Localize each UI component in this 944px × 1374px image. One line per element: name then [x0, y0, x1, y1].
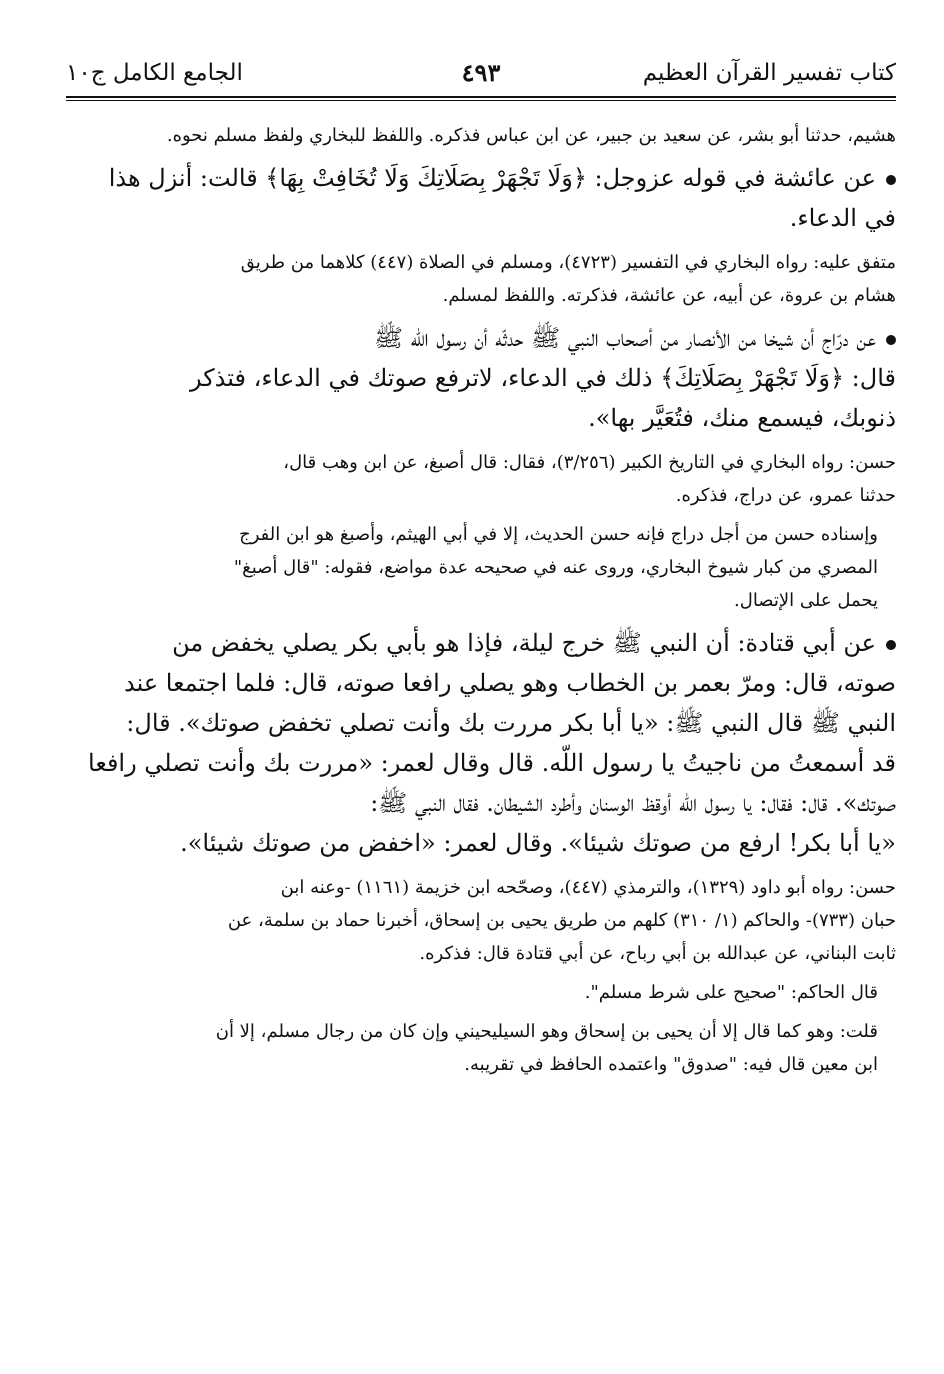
text-line: [66, 783, 896, 823]
hadith-paragraph: [66, 318, 896, 438]
commentary-paragraph: [66, 119, 896, 152]
book-title: كتاب تفسير القرآن العظيم: [642, 60, 896, 86]
line-text: صوتك». قال: فقال: يا رسول الله أوقظ الوسنان وأطرد الشيطان. فقال النبي ﷺ:: [370, 789, 896, 817]
text-line: [66, 119, 896, 152]
text-line: [66, 479, 896, 512]
text-line: [66, 518, 878, 551]
line-text: في الدعاء.: [789, 204, 896, 232]
bullet-icon: [886, 640, 896, 650]
hadith-paragraph: [66, 623, 896, 863]
line-text: هشام بن عروة، عن أبيه، عن عائشة، فذكرته. واللفظ لمسلم.: [442, 285, 896, 306]
line-text: عن عائشة في قوله عزوجل: ﴿وَلَا تَجْهَرْ بِصَلَاتِكَ وَلَا تُخَافِتْ بِهَا﴾ قالت: أنزل هذا: [108, 164, 876, 192]
line-text: قال الحاكم: "صحيح على شرط مسلم".: [584, 982, 878, 1003]
text-line: [66, 446, 896, 479]
text-line: [66, 871, 896, 904]
text-line: [66, 551, 878, 584]
text-line: [66, 358, 896, 398]
commentary-paragraph: [66, 871, 896, 970]
text-line: [66, 703, 896, 743]
text-line: [66, 976, 878, 1009]
line-text: «يا أبا بكر! ارفع من صوتك شيئا». وقال لعمر: «اخفض من صوتك شيئا».: [180, 829, 896, 857]
text-line: [66, 1015, 878, 1048]
commentary-paragraph: [66, 446, 896, 512]
text-line: [66, 1048, 878, 1081]
text-line: [66, 318, 896, 358]
line-text: حسن: رواه أبو داود (١٣٢٩)، والترمذي (٤٤٧)، وصحّحه ابن خزيمة (١١٦١) -وعنه ابن: [280, 877, 896, 898]
page-header: [66, 58, 896, 92]
text-line: [66, 398, 896, 438]
text-line: [66, 279, 896, 312]
text-line: [66, 743, 896, 783]
line-text: متفق عليه: رواه البخاري في التفسير (٤٧٢٣)، ومسلم في الصلاة (٤٤٧) كلاهما من طريق: [240, 252, 896, 273]
hadith-paragraph: [66, 158, 896, 238]
page-number: ٤٩٣: [461, 58, 501, 87]
text-line: [66, 937, 896, 970]
line-text: عن درّاج أن شيخا من الأنصار من أصحاب النبي ﷺ حدثّه أن رسول الله ﷺ: [374, 324, 876, 352]
line-text: ثابت البناني، عن عبدالله بن أبي رباح، عن أبي قتادة قال: فذكره.: [419, 943, 896, 964]
line-text: حسن: رواه البخاري في التاريخ الكبير (٣/٢٥٦)، فقال: قال أصبغ، عن ابن وهب قال،: [283, 452, 896, 473]
text-line: [66, 623, 896, 663]
header-divider: [66, 96, 896, 101]
commentary-paragraph: [66, 246, 896, 312]
line-text: قلت: وهو كما قال إلا أن يحيى بن إسحاق وهو السيليحيني وإن كان من رجال مسلم، إلا أن: [215, 1021, 878, 1042]
commentary-paragraph: [66, 518, 896, 617]
text-line: [66, 246, 896, 279]
commentary-paragraph: [66, 1015, 896, 1081]
line-text: قال: ﴿وَلَا تَجْهَرْ بِصَلَاتِكَ﴾ ذلك في الدعاء، لاترفع صوتك في الدعاء، فتذكر: [189, 364, 896, 392]
line-text: هشيم، حدثنا أبو بشر، عن سعيد بن جبير، عن ابن عباس فذكره. واللفظ للبخاري ولفظ مسلم نحوه.: [166, 125, 896, 146]
page-body: [66, 119, 896, 1081]
volume-title: الجامع الكامل ج١٠: [66, 60, 243, 86]
line-text: حبان (٧٣٣)- والحاكم (١/ ٣١٠) كلهم من طريق يحيى بن إسحاق، أخبرنا حماد بن سلمة، عن: [227, 910, 896, 931]
bullet-icon: [886, 335, 896, 345]
text-line: [66, 198, 896, 238]
bullet-icon: [886, 175, 896, 185]
line-text: المصري من كبار شيوخ البخاري، وروى عنه في صحيحه عدة مواضع، فقوله: "قال أصبغ": [233, 557, 878, 578]
text-line: [66, 904, 896, 937]
line-text: ابن معين قال فيه: "صدوق" واعتمده الحافظ في تقريبه.: [464, 1054, 878, 1075]
line-text: حدثنا عمرو، عن دراج، فذكره.: [675, 485, 896, 506]
text-line: [66, 663, 896, 703]
line-text: قد أسمعتُ من ناجيتُ يا رسول اللّه. قال وقال لعمر: «مررت بك وأنت تصلي رافعا: [88, 749, 896, 777]
line-text: وإسناده حسن من أجل دراج فإنه حسن الحديث، إلا في أبي الهيثم، وأصبغ هو ابن الفرج: [239, 524, 878, 545]
text-line: [66, 584, 878, 617]
book-page: [66, 58, 896, 1087]
text-line: [66, 823, 896, 863]
line-text: عن أبي قتادة: أن النبي ﷺ خرج ليلة، فإذا هو بأبي بكر يصلي يخفض من: [172, 629, 876, 657]
commentary-paragraph: [66, 976, 896, 1009]
line-text: ذنوبك، فيسمع منك، فتُعَيَّر بها».: [588, 404, 896, 432]
text-line: [66, 158, 896, 198]
line-text: يحمل على الإتصال.: [734, 590, 878, 611]
line-text: النبي ﷺ قال النبي ﷺ: «يا أبا بكر مررت بك وأنت تصلي تخفض صوتك». قال:: [126, 709, 896, 737]
line-text: صوته، قال: ومرّ بعمر بن الخطاب وهو يصلي رافعا صوته، قال: فلما اجتمعا عند: [124, 669, 896, 697]
